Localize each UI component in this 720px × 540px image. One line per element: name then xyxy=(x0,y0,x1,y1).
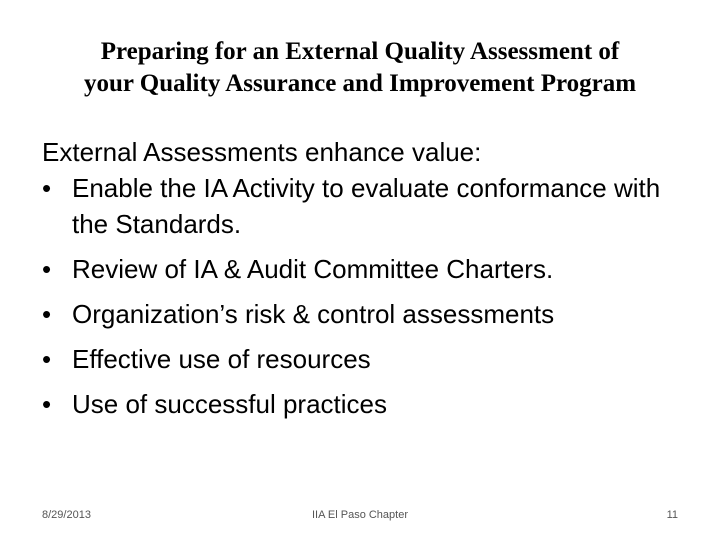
title-line-2: your Quality Assurance and Improvement Program xyxy=(83,70,637,97)
bullet-list xyxy=(42,170,682,422)
bullet-item xyxy=(42,296,682,332)
bullet-dot-icon: • xyxy=(42,299,52,329)
footer-organization: IIA El Paso Chapter xyxy=(312,509,408,521)
bullet-text: Organization’s risk & control assessments xyxy=(72,299,555,329)
bullet-text: Effective use of resources xyxy=(72,344,371,374)
bullet-item xyxy=(42,251,682,287)
slide-title xyxy=(30,36,690,100)
bullet-item xyxy=(42,341,682,377)
bullet-dot-icon: • xyxy=(42,389,52,419)
intro-text: External Assessments enhance value: xyxy=(42,137,482,167)
bullet-text: Enable the IA Activity to evaluate conformance with the Standards. xyxy=(72,173,661,239)
bullet-dot-icon: • xyxy=(42,344,52,374)
footer-date: 8/29/2013 xyxy=(42,509,91,521)
bullet-dot-icon: • xyxy=(42,173,52,203)
title-line-1: Preparing for an External Quality Assessment of xyxy=(100,38,620,65)
bullet-item xyxy=(42,170,682,242)
slide-body xyxy=(42,134,682,431)
bullet-text: Review of IA & Audit Committee Charters. xyxy=(72,254,554,284)
bullet-text: Use of successful practices xyxy=(72,389,388,419)
footer-page-number: 11 xyxy=(666,509,678,521)
bullet-item xyxy=(42,386,682,422)
bullet-dot-icon: • xyxy=(42,254,52,284)
